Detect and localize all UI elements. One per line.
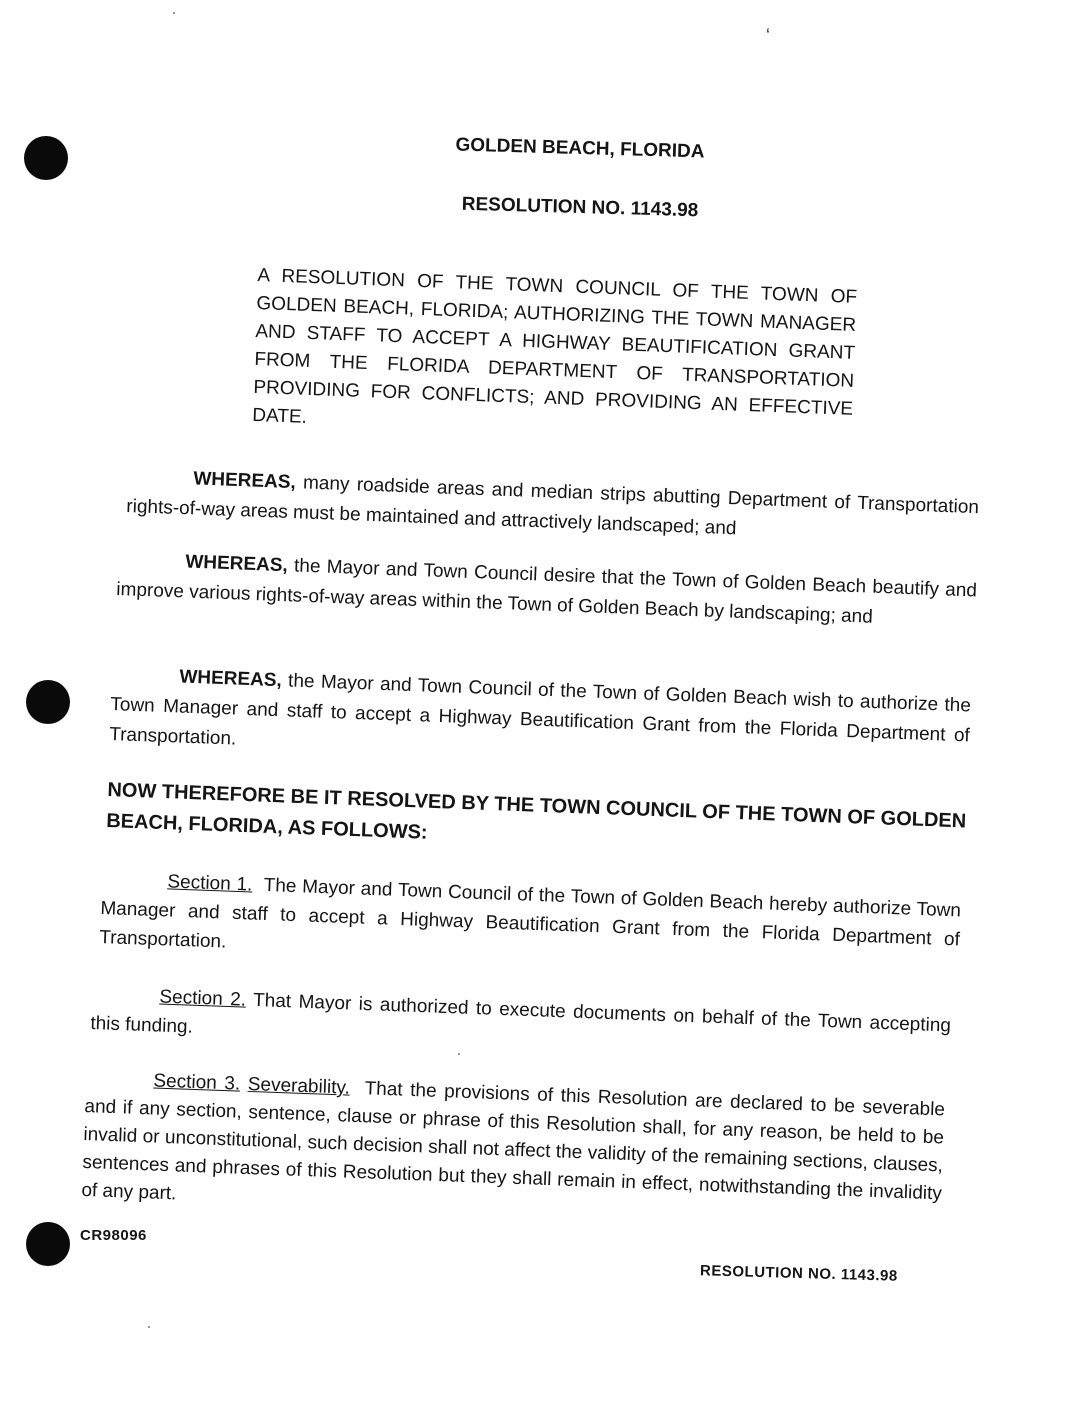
- resolution-summary: A RESOLUTION OF THE TOWN COUNCIL OF THE TOWN OF GOLDEN BEACH, FLORIDA; AUTHORIZING THE TOWN MANAGER AND STAFF TO ACCEPT A HIGHWAY BEAUTIFICATION GRANT FROM THE FLORIDA DEPARTMENT OF TRANSPORTATION PROVIDING FOR CONFLICTS; AND PROVIDING AN EFFECTIVE DATE.: [251, 264, 858, 428]
- punch-hole-middle: [26, 680, 70, 724]
- section-label: Section 2.: [159, 986, 247, 1011]
- section-text: The Mayor and Town Council of the Town of Golden Beach hereby authorize Town Manager and staff to accept a Highway Beautification Grant from the Florida Department of Transportation.: [98, 874, 962, 953]
- whereas-label: WHEREAS,: [185, 551, 289, 577]
- whereas-label: WHEREAS,: [193, 468, 297, 494]
- scan-speck: [458, 1053, 460, 1055]
- section-heading: Severability.: [247, 1073, 351, 1099]
- scan-speck: [173, 12, 175, 14]
- whereas-label: WHEREAS,: [179, 666, 283, 692]
- now-therefore-clause: NOW THEREFORE BE IT RESOLVED BY THE TOWN COUNCIL OF THE TOWN OF GOLDEN BEACH, FLORIDA, AS FOLLOWS:: [105, 778, 967, 844]
- whereas-paragraph-3: [109, 660, 972, 781]
- scan-speck: [148, 1326, 150, 1328]
- section-2: [90, 980, 952, 1069]
- whereas-text: many roadside areas and median strips abutting Department of Transportation rights-of-way areas must be maintained and attractively landscaped; and: [125, 472, 980, 540]
- punch-hole-bottom: [26, 1222, 70, 1266]
- footer-resolution-number: RESOLUTION NO. 1143.98: [699, 1262, 898, 1285]
- pen-mark: ʻ: [766, 26, 770, 46]
- document-title-resolution: RESOLUTION NO. 1143.98: [461, 193, 699, 222]
- section-label: Section 3.: [153, 1070, 241, 1095]
- section-text: That the provisions of this Resolution are declared to be severable and if any section, sentence, clause or phrase of this Resolution shall, for any reason, be held to be invalid or unconstitutional, such decision shall not affect the validity of the remaining sections, clauses, sentences and phrases of this Resolution but they shall remain in effect, notwithstanding the invalidity of any part.: [81, 1078, 946, 1205]
- whereas-paragraph-1: [126, 462, 980, 553]
- section-3: [81, 1065, 946, 1236]
- section-1: [99, 865, 962, 983]
- section-label: Section 1.: [167, 871, 253, 896]
- section-text: That Mayor is authorized to execute documents on behalf of the Town accepting this funding.: [90, 989, 952, 1038]
- document-code: CR98096: [80, 1227, 147, 1244]
- whereas-text: the Mayor and Town Council of the Town of Golden Beach wish to authorize the Town Manager and staff to accept a Highway Beautification Grant from the Florida Department of Transportation.: [108, 670, 972, 750]
- document-title-place: GOLDEN BEACH, FLORIDA: [455, 134, 705, 163]
- punch-hole-top: [24, 136, 68, 180]
- whereas-paragraph-2: [116, 545, 978, 636]
- whereas-text: the Mayor and Town Council desire that the Town of Golden Beach beautify and improve various rights-of-way areas within the Town of Golden Beach by landscaping; and: [115, 555, 978, 628]
